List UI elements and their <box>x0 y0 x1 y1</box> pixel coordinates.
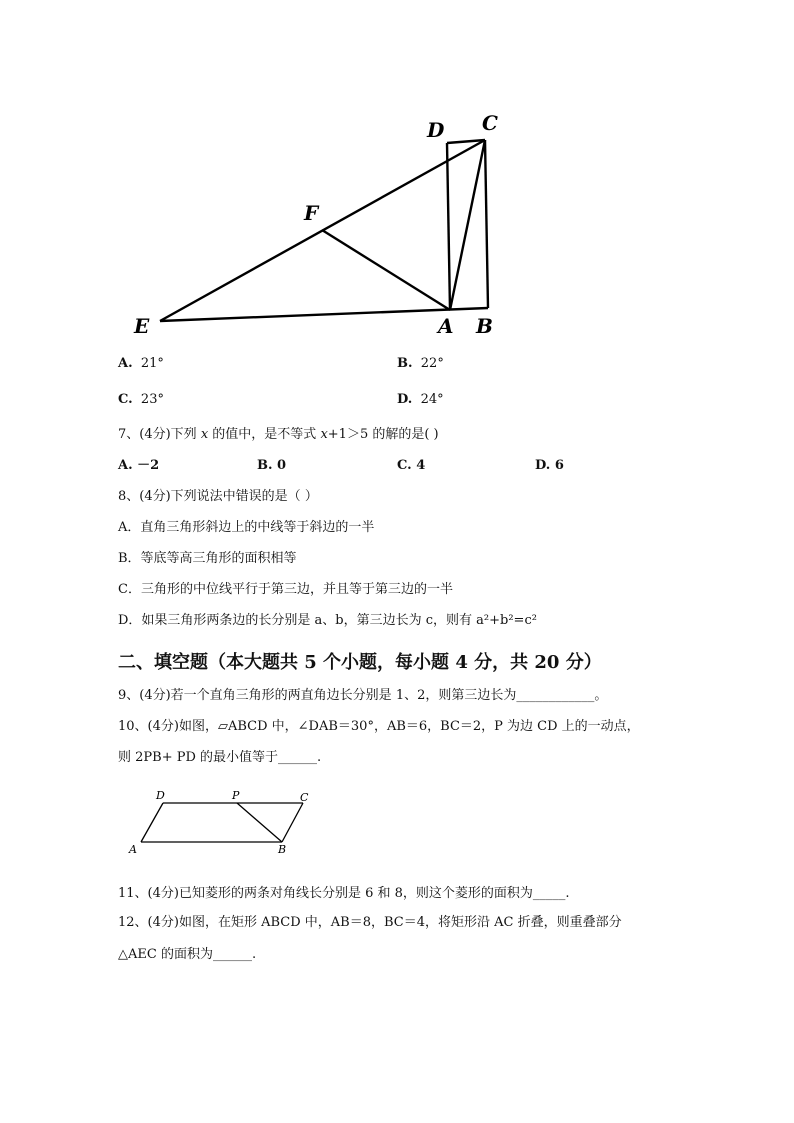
q7-stem: 7、(4分)下列 x 的值中，是不等式 x+1＞5 的解的是( ) <box>118 427 439 442</box>
label-B: B <box>278 843 287 856</box>
line-DA <box>447 143 450 310</box>
figure-parallelogram <box>120 785 330 860</box>
q7-option-b[interactable]: B. 0 <box>257 458 287 473</box>
q8-option-c[interactable]: C．三角形的中位线平行于第三边，并且等于第三边的一半 <box>118 582 453 597</box>
section-heading: 二、填空题（本大题共 5 个小题，每小题 4 分，共 20 分） <box>118 652 602 673</box>
line-BC <box>282 803 303 842</box>
figure-triangle-rectangle <box>0 0 794 345</box>
q6-option-a[interactable]: A. 21° <box>118 356 164 371</box>
q12-line1: 12、(4分)如图，在矩形 ABCD 中，AB＝8，BC＝4，将矩形沿 AC 折叠，则重叠部分 <box>118 915 622 930</box>
q10-line2: 则 2PB+ PD 的最小值等于______. <box>118 750 322 765</box>
q6-option-d[interactable]: D. 24° <box>397 392 444 407</box>
q8-option-d[interactable]: D．如果三角形两条边的长分别是 a、b，第三边长为 c，则有 a²+b²=c² <box>118 613 537 628</box>
label-C: C <box>300 791 309 804</box>
q7-option-a[interactable]: A. －2 <box>118 458 160 473</box>
line-CA <box>450 140 485 310</box>
q10-line1: 10、(4分)如图，▱ABCD 中，∠DAB＝30°，AB＝6，BC＝2，P 为边 CD 上的一动点， <box>118 719 640 734</box>
label-D: D <box>156 789 165 802</box>
q8-stem: 8、(4分)下列说法中错误的是（ ） <box>118 489 318 504</box>
label-A: A <box>438 314 454 338</box>
label-C: C <box>482 111 498 135</box>
label-B: B <box>476 314 493 338</box>
line-PB <box>237 803 282 842</box>
q12-line2: △AEC 的面积为______. <box>118 947 257 962</box>
q11-stem: 11、(4分)已知菱形的两条对角线长分别是 6 和 8，则这个菱形的面积为_____. <box>118 886 570 901</box>
q8-option-a[interactable]: A．直角三角形斜边上的中线等于斜边的一半 <box>118 520 375 535</box>
label-D: D <box>427 118 445 142</box>
line-CB <box>485 140 488 308</box>
q6-option-b[interactable]: B. 22° <box>397 356 444 371</box>
label-P: P <box>232 789 240 802</box>
q6-option-c[interactable]: C. 23° <box>118 392 164 407</box>
q7-option-c[interactable]: C. 4 <box>397 458 426 473</box>
q9-stem: 9、(4分)若一个直角三角形的两直角边长分别是 1、2，则第三边长为____________。 <box>118 688 608 703</box>
label-A: A <box>129 843 137 856</box>
q7-option-d[interactable]: D. 6 <box>535 458 564 473</box>
line-FA <box>322 230 450 310</box>
q8-option-b[interactable]: B．等底等高三角形的面积相等 <box>118 551 297 566</box>
label-F: F <box>304 201 319 225</box>
line-AD <box>141 803 163 842</box>
label-E: E <box>134 314 150 338</box>
